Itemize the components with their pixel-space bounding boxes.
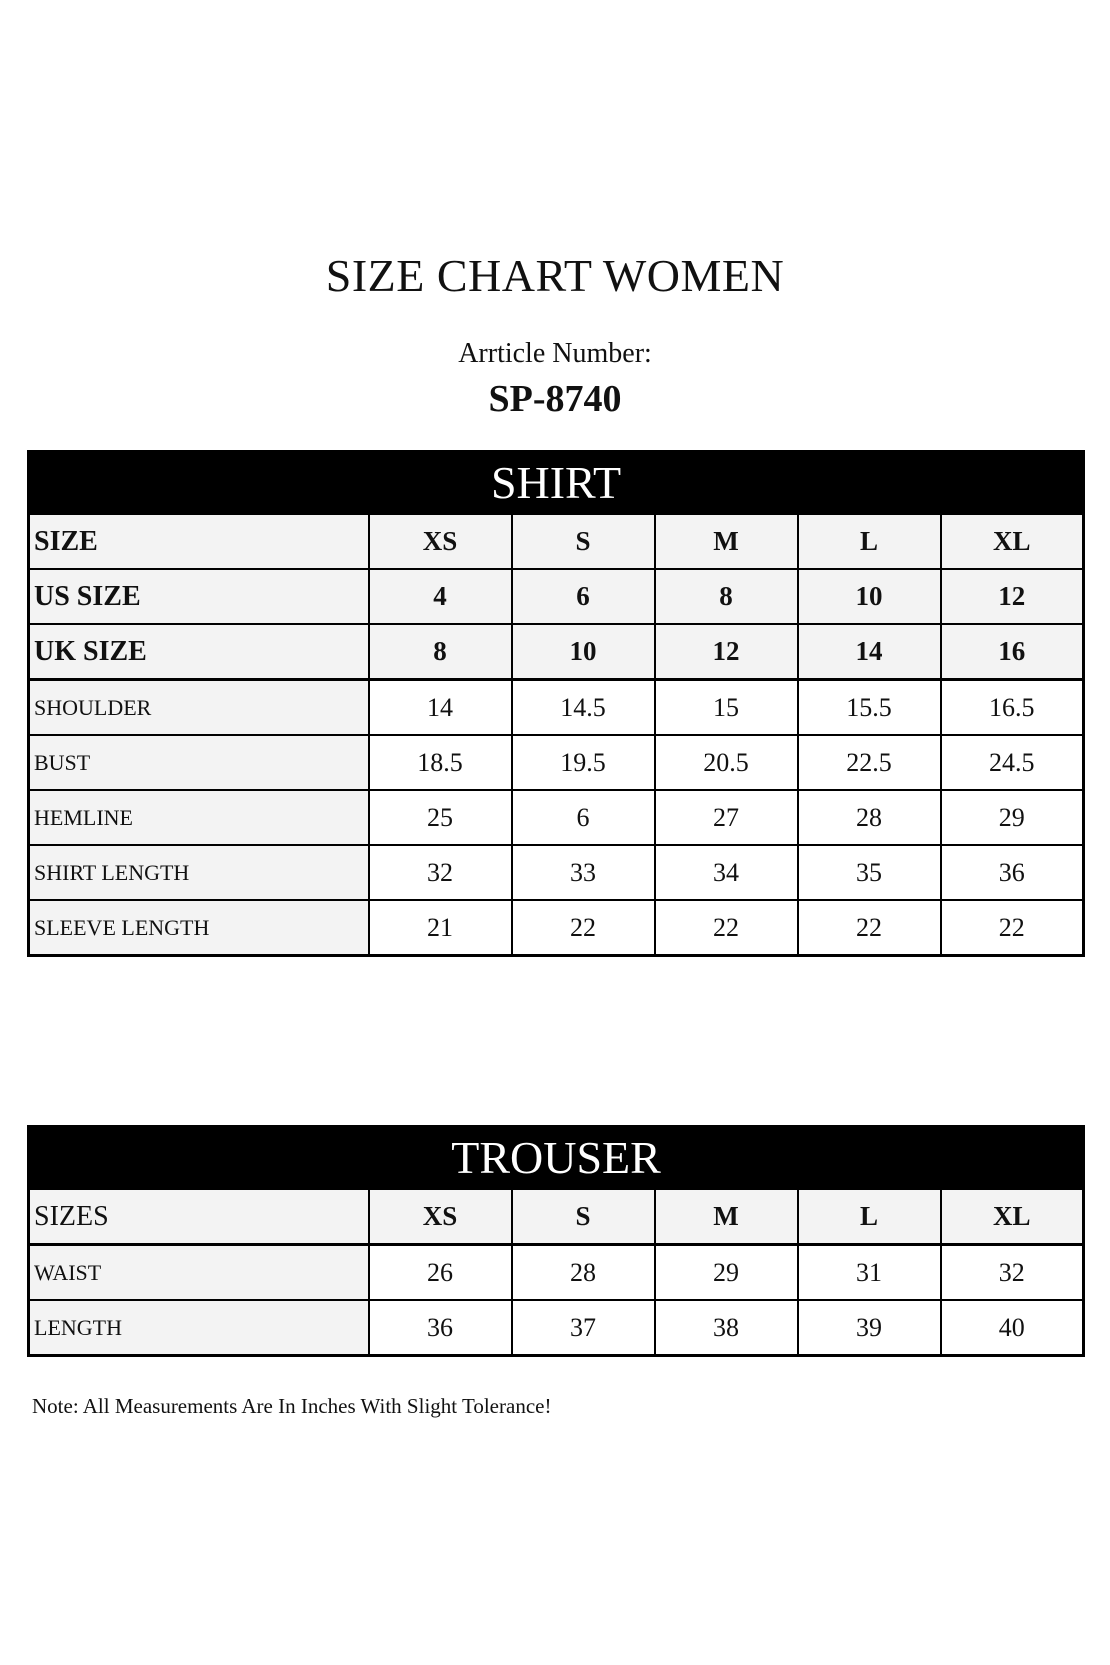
row-label: US SIZE (29, 569, 369, 624)
article-number: SP-8740 (488, 378, 622, 420)
row-label: UK SIZE (29, 624, 369, 680)
value-cell: 32 (941, 1245, 1084, 1301)
value-cell: 22 (512, 900, 655, 956)
row-label: SIZES (29, 1189, 369, 1245)
value-cell: 29 (941, 790, 1084, 845)
value-cell: 31 (798, 1245, 941, 1301)
value-cell: 25 (369, 790, 512, 845)
row-label: HEMLINE (29, 790, 369, 845)
value-cell: 28 (798, 790, 941, 845)
value-cell: 33 (512, 845, 655, 900)
row-label: SHOULDER (29, 680, 369, 736)
shirt-bust-row (29, 735, 1084, 790)
value-cell: 6 (512, 569, 655, 624)
value-cell: 22.5 (798, 735, 941, 790)
shirt-uk-size-row (29, 624, 1084, 680)
shirt-hemline-row (29, 790, 1084, 845)
value-cell: 39 (798, 1300, 941, 1356)
size-cell: XS (369, 514, 512, 569)
size-cell: M (655, 1189, 798, 1245)
value-cell: 10 (512, 624, 655, 680)
shirt-sleeve-length-row (29, 900, 1084, 956)
trouser-size-header-row (29, 1189, 1084, 1245)
value-cell: 37 (512, 1300, 655, 1356)
value-cell: 34 (655, 845, 798, 900)
value-cell: 22 (798, 900, 941, 956)
article-number-label: Arrticle Number: (458, 338, 652, 369)
size-cell: L (798, 514, 941, 569)
value-cell: 19.5 (512, 735, 655, 790)
size-cell: XS (369, 1189, 512, 1245)
value-cell: 35 (798, 845, 941, 900)
measurement-note: Note: All Measurements Are In Inches With Slight Tolerance! (32, 1394, 552, 1418)
value-cell: 28 (512, 1245, 655, 1301)
value-cell: 16.5 (941, 680, 1084, 736)
row-label: LENGTH (29, 1300, 369, 1356)
shirt-us-size-row (29, 569, 1084, 624)
page-title: SIZE CHART WOMEN (325, 250, 785, 301)
value-cell: 27 (655, 790, 798, 845)
shirt-size-header-row (29, 514, 1084, 569)
size-cell: L (798, 1189, 941, 1245)
value-cell: 8 (369, 624, 512, 680)
shirt-section-title: SHIRT (29, 452, 1084, 515)
value-cell: 15 (655, 680, 798, 736)
value-cell: 12 (941, 569, 1084, 624)
size-cell: XL (941, 1189, 1084, 1245)
size-cell: S (512, 1189, 655, 1245)
value-cell: 14.5 (512, 680, 655, 736)
trouser-size-table (27, 1125, 1085, 1357)
value-cell: 4 (369, 569, 512, 624)
value-cell: 36 (369, 1300, 512, 1356)
shirt-size-table (27, 450, 1085, 957)
row-label: BUST (29, 735, 369, 790)
value-cell: 16 (941, 624, 1084, 680)
value-cell: 36 (941, 845, 1084, 900)
value-cell: 29 (655, 1245, 798, 1301)
value-cell: 15.5 (798, 680, 941, 736)
trouser-waist-row (29, 1245, 1084, 1301)
size-cell: XL (941, 514, 1084, 569)
value-cell: 24.5 (941, 735, 1084, 790)
row-label: SIZE (29, 514, 369, 569)
value-cell: 14 (798, 624, 941, 680)
value-cell: 26 (369, 1245, 512, 1301)
row-label: WAIST (29, 1245, 369, 1301)
value-cell: 8 (655, 569, 798, 624)
value-cell: 6 (512, 790, 655, 845)
value-cell: 38 (655, 1300, 798, 1356)
value-cell: 22 (941, 900, 1084, 956)
value-cell: 22 (655, 900, 798, 956)
value-cell: 32 (369, 845, 512, 900)
shirt-length-row (29, 845, 1084, 900)
value-cell: 20.5 (655, 735, 798, 790)
value-cell: 18.5 (369, 735, 512, 790)
value-cell: 14 (369, 680, 512, 736)
value-cell: 40 (941, 1300, 1084, 1356)
shirt-shoulder-row (29, 680, 1084, 736)
value-cell: 21 (369, 900, 512, 956)
row-label: SLEEVE LENGTH (29, 900, 369, 956)
trouser-length-row (29, 1300, 1084, 1356)
size-cell: M (655, 514, 798, 569)
value-cell: 10 (798, 569, 941, 624)
row-label: SHIRT LENGTH (29, 845, 369, 900)
value-cell: 12 (655, 624, 798, 680)
size-cell: S (512, 514, 655, 569)
trouser-section-title: TROUSER (29, 1127, 1084, 1190)
